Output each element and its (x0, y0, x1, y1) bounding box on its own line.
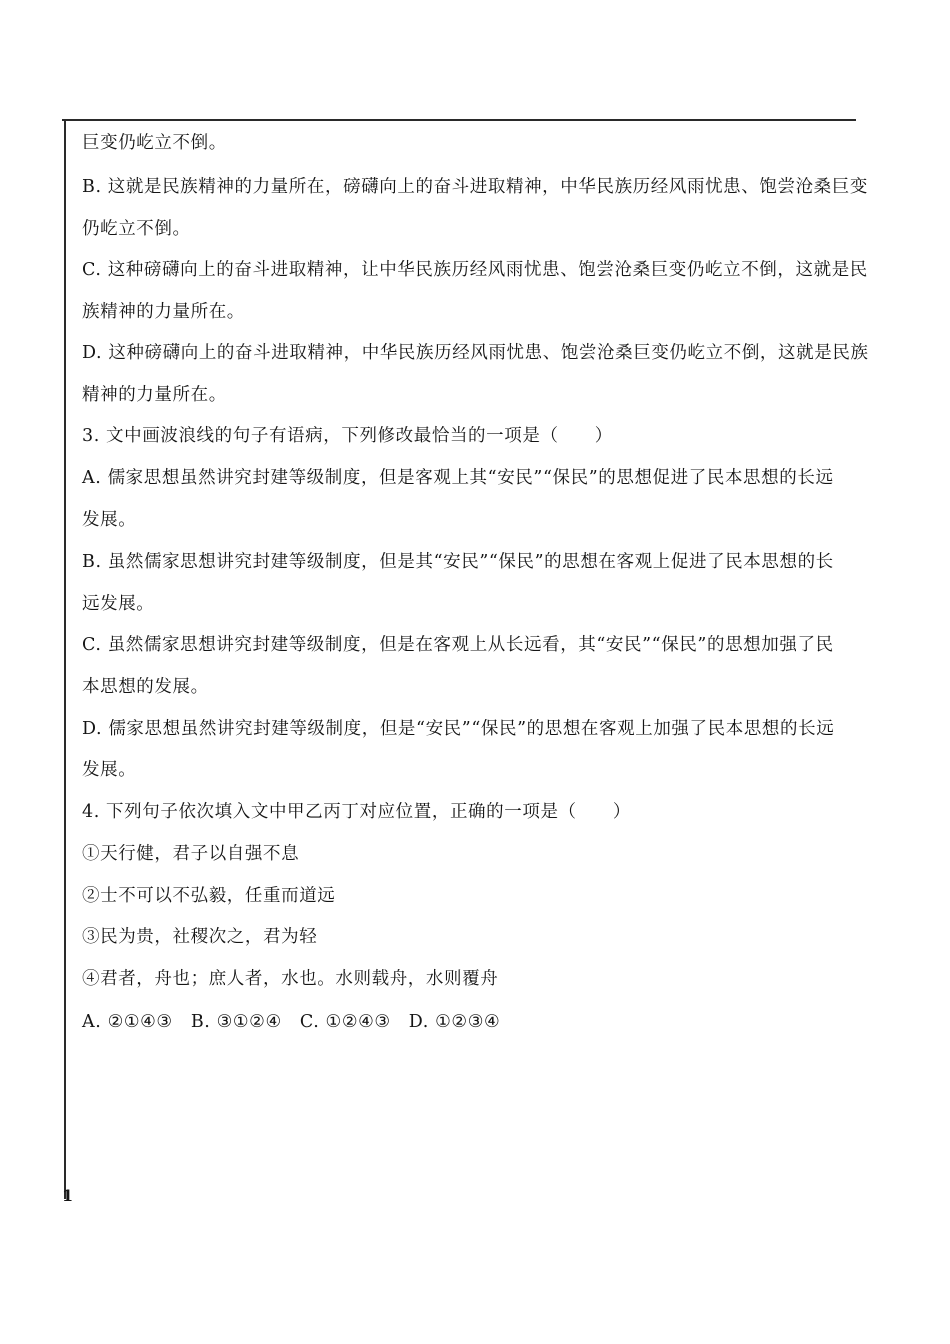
q4-item-3: ③民为贵，社稷次之，君为轻 (82, 927, 318, 947)
top-border-line (62, 119, 856, 121)
q3-stem: 3. 文中画波浪线的句子有语病，下列修改最恰当的一项是（ ） (82, 426, 613, 446)
q2-option-d-line-1: D. 这种磅礴向上的奋斗进取精神，中华民族历经风雨忧患、饱尝沧桑巨变仍屹立不倒，这就是民族 (82, 343, 869, 363)
q3-option-b-line-2: 远发展。 (82, 594, 155, 614)
q3-option-a-line-1: A. 儒家思想虽然讲究封建等级制度，但是客观上其“安民”“保民”的思想促进了民本思想的长远 (82, 468, 834, 488)
page-number: 1 (62, 1186, 74, 1205)
q4-item-1: ①天行健，君子以自强不息 (82, 844, 300, 864)
q3-option-c-line-2: 本思想的发展。 (82, 677, 209, 697)
q3-option-d-line-2: 发展。 (82, 760, 137, 780)
q3-option-c-line-1: C. 虽然儒家思想讲究封建等级制度，但是在客观上从长远看，其“安民”“保民”的思想加强了民 (82, 635, 834, 655)
q2-option-a-continuation: 巨变仍屹立不倒。 (82, 133, 227, 153)
q3-option-a-line-2: 发展。 (82, 510, 137, 530)
q2-option-c-line-2: 族精神的力量所在。 (82, 302, 245, 322)
q4-stem: 4. 下列句子依次填入文中甲乙丙丁对应位置，正确的一项是（ ） (82, 802, 631, 822)
q3-option-d-line-1: D. 儒家思想虽然讲究封建等级制度，但是“安民”“保民”的思想在客观上加强了民本思想的长远 (82, 719, 835, 739)
q4-item-4: ④君者，舟也；庶人者，水也。水则载舟，水则覆舟 (82, 969, 499, 989)
q2-option-b-line-2: 仍屹立不倒。 (82, 219, 191, 239)
q2-option-b-line-1: B. 这就是民族精神的力量所在，磅礴向上的奋斗进取精神，中华民族历经风雨忧患、饱尝沧桑巨变 (82, 177, 868, 197)
q4-answer-choices: A. ②①④③ B. ③①②④ C. ①②④③ D. ①②③④ (82, 1012, 501, 1032)
q2-option-d-line-2: 精神的力量所在。 (82, 385, 227, 405)
q3-option-b-line-1: B. 虽然儒家思想讲究封建等级制度，但是其“安民”“保民”的思想在客观上促进了民本思想的长 (82, 552, 834, 572)
q2-option-c-line-1: C. 这种磅礴向上的奋斗进取精神，让中华民族历经风雨忧患、饱尝沧桑巨变仍屹立不倒，这就是民 (82, 260, 868, 280)
left-margin-line (64, 119, 66, 1199)
q4-item-2: ②士不可以不弘毅，任重而道远 (82, 886, 336, 906)
